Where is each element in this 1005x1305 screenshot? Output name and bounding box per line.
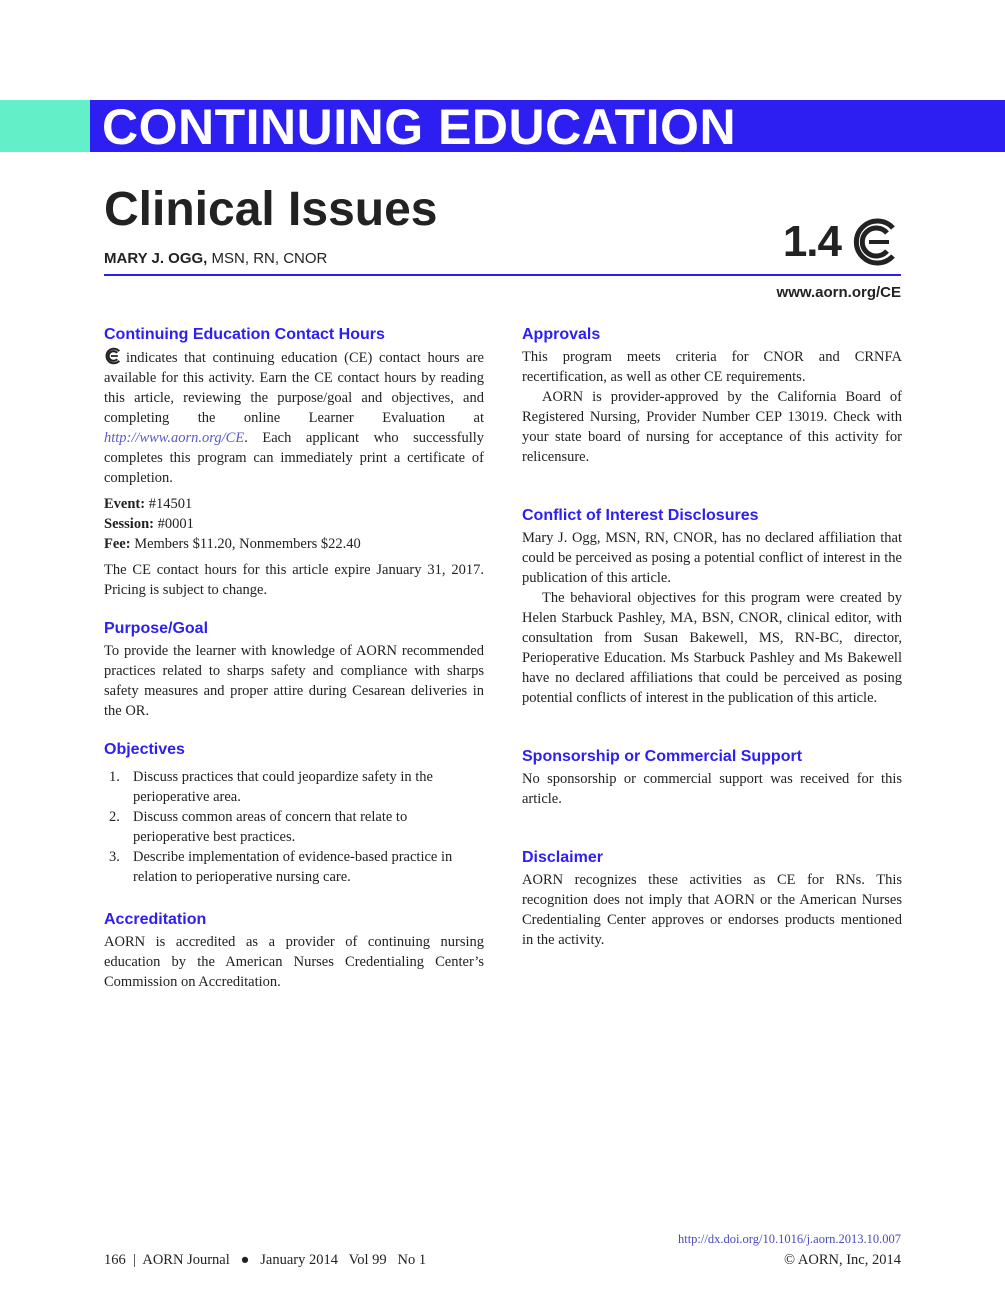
- author-name: MARY J. OGG,: [104, 250, 208, 267]
- left-column: [104, 324, 484, 992]
- conflict-text-1: Mary J. Ogg, MSN, RN, CNOR, has no declared affiliation that could be perceived as posing a potential conflict of interest in the publication of this article.: [522, 530, 902, 586]
- objective-text: Discuss common areas of concern that relate to perioperative best practices.: [133, 809, 408, 845]
- accreditation-heading: Accreditation: [104, 911, 207, 928]
- objective-text: Describe implementation of evidence-based practice in relation to perioperative nursing care.: [133, 849, 453, 885]
- disclaimer-text: AORN recognizes these activities as CE for RNs. This recognition does not imply that AORN or the American Nurses Credentialing Center approves or endorses products mentioned in the activity.: [522, 872, 902, 948]
- objective-item: [104, 847, 484, 887]
- objectives-list: [104, 767, 484, 887]
- ce-website[interactable]: www.aorn.org/CE: [776, 284, 901, 301]
- objective-number: 3.: [109, 849, 120, 865]
- right-column: [522, 324, 902, 950]
- contact-hours-text-main: indicates that continuing education (CE) contact hours are available for this activity. Earn the CE contact hours by reading this article, reviewing the purpose/goal and objectives, and completing the online Learner Evaluation at: [104, 350, 484, 426]
- fee-label: Fee:: [104, 536, 131, 552]
- fee-value: Members $11.20, Nonmembers $22.40: [134, 536, 361, 552]
- purpose-section: [104, 618, 484, 721]
- doi-link[interactable]: http://dx.doi.org/10.1016/j.aorn.2013.10.007: [677, 1232, 901, 1246]
- ce-hours-value: 1.4: [782, 217, 841, 266]
- conflict-section: [522, 505, 902, 708]
- expiry-text: The CE contact hours for this article expire January 31, 2017. Pricing is subject to change.: [104, 562, 484, 598]
- session-line: [104, 514, 484, 534]
- contact-hours-section: [104, 324, 484, 600]
- objectives-section: [104, 739, 484, 887]
- sponsorship-text: No sponsorship or commercial support was received for this article.: [522, 771, 902, 807]
- sponsorship-heading: Sponsorship or Commercial Support: [522, 748, 803, 765]
- objective-text: Discuss practices that could jeopardize safety in the perioperative area.: [133, 769, 433, 805]
- objectives-heading: Objectives: [104, 741, 185, 758]
- banner-accent-block: [0, 100, 90, 152]
- approvals-text-2: AORN is provider-approved by the California Board of Registered Nursing, Provider Number CEP 13019. Check with your state board of nursing for acceptance of this activity for relicensure.: [522, 389, 902, 465]
- approvals-section: [522, 324, 902, 467]
- event-value: #14501: [148, 496, 193, 512]
- event-label: Event:: [104, 496, 146, 512]
- accreditation-text: AORN is accredited as a provider of continuing nursing education by the American Nurses Credentialing Center’s Commission on Accreditation.: [104, 934, 484, 990]
- section-banner: [90, 99, 1005, 155]
- purpose-heading: Purpose/Goal: [104, 620, 209, 637]
- purpose-text: To provide the learner with knowledge of AORN recommended practices related to sharps safety and compliance with sharps safety measures and proper attire during Cesarean deliveries in the OR.: [104, 643, 484, 719]
- disclaimer-section: [522, 847, 902, 950]
- accreditation-section: [104, 909, 484, 992]
- session-label: Session:: [104, 516, 154, 532]
- objective-number: 1.: [109, 769, 120, 785]
- ce-small-icon: [104, 347, 122, 365]
- author-line: [104, 250, 327, 267]
- disclaimer-heading: Disclaimer: [522, 849, 603, 866]
- session-value: #0001: [157, 516, 194, 532]
- header-rule: [104, 274, 901, 276]
- approvals-text-1: This program meets criteria for CNOR and CRNFA recertification, as well as other CE requirements.: [522, 349, 902, 385]
- ce-logo-icon: [849, 216, 901, 268]
- fee-line: [104, 534, 484, 554]
- objective-item: [104, 767, 484, 807]
- article-title: Clinical Issues: [104, 183, 438, 236]
- sponsorship-section: [522, 746, 902, 809]
- learner-evaluation-link[interactable]: http://www.aorn.org/CE: [104, 430, 245, 446]
- conflict-text-2: The behavioral objectives for this program were created by Helen Starbuck Pashley, MA, BSN, CNOR, clinical editor, with consultation from Susan Bakewell, MS, RN-BC, director, Perioperative Education. Ms Starbuck Pashley and Ms Bakewell have no declared affiliations that could be perceived as posing potential conflicts of interest in the publication of this article.: [522, 590, 902, 706]
- conflict-heading: Conflict of Interest Disclosures: [522, 507, 759, 524]
- contact-hours-text: [104, 347, 484, 488]
- ce-credit-badge: [783, 214, 901, 270]
- copyright: © AORN, Inc, 2014: [784, 1252, 901, 1268]
- event-line: [104, 494, 484, 514]
- objective-item: [104, 807, 484, 847]
- author-credentials: MSN, RN, CNOR: [207, 250, 328, 267]
- contact-hours-text-end: . Each applicant who successfully completes this program can immediately print a certificate of completion.: [104, 430, 484, 486]
- approvals-heading: Approvals: [522, 326, 601, 343]
- page-info: 166 | AORN Journal ● January 2014 Vol 99 No 1: [104, 1252, 427, 1268]
- contact-hours-heading: Continuing Education Contact Hours: [104, 326, 385, 343]
- banner-title: CONTINUING EDUCATION: [102, 99, 737, 155]
- objective-number: 2.: [109, 809, 120, 825]
